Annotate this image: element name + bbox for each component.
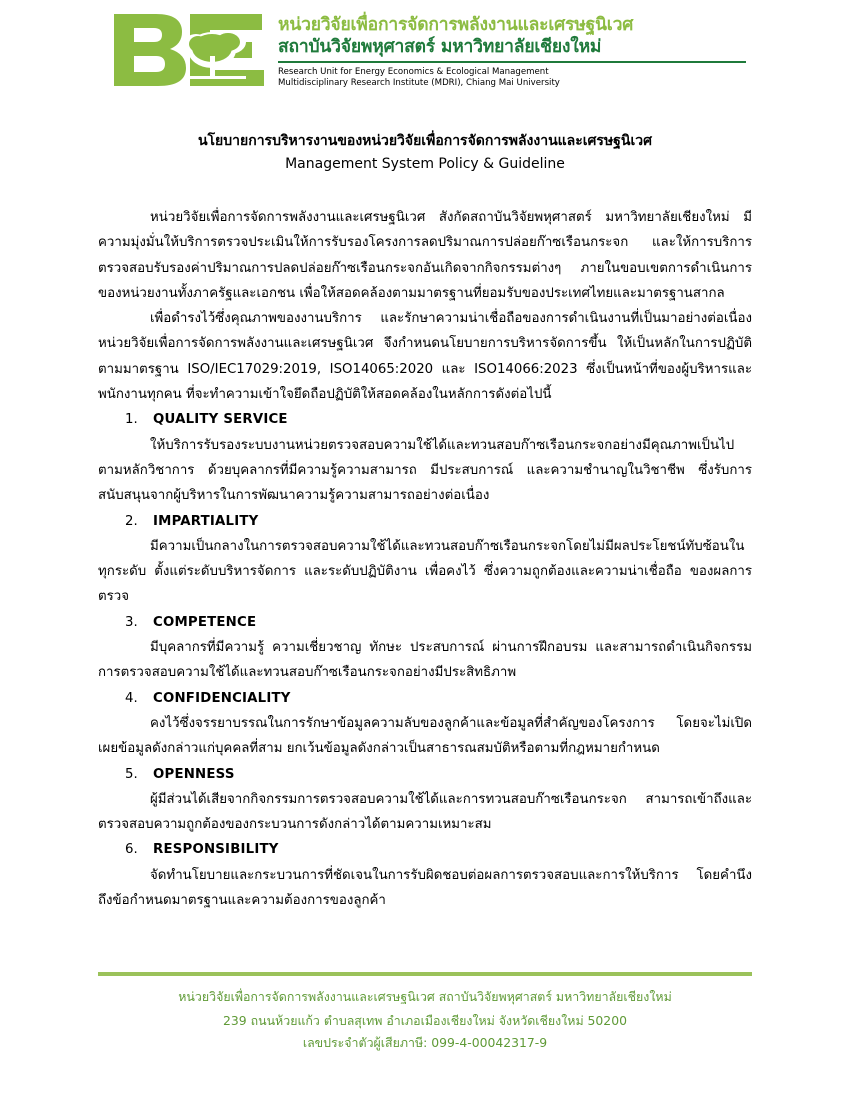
letterhead (112, 12, 752, 92)
footer-tax-id: เลขประจำตัวผู้เสียภาษี: 099-4-00042317-9 (302, 1035, 548, 1050)
brand-thai-line2: สถาบันวิจัยพหุศาสตร์ มหาวิทยาลัยเชียงใหม่ (278, 37, 602, 57)
item-number: 2. (125, 513, 138, 529)
brand-english-line1: Research Unit for Energy Economics & Ecological Management (278, 67, 549, 77)
item-text: มีความเป็นกลางในการตรวจสอบความใช้ได้และทวนสอบก๊าซเรือนกระจกโดยไม่มีผลประโยชน์ทับซ้อนในทุกระดับ ตั้งแต่ระดับบริหารจัดการ และระดับปฏิบัติงาน เพื่อคงไว้ ซึ่งความถูกต้องและความน่าเชื่อถือ ของผลการตรวจ (98, 538, 752, 605)
footer-address: 239 ถนนห้วยแก้ว ตำบลสุเทพ อำเภอเมืองเชียงใหม่ จังหวัดเชียงใหม่ 50200 (223, 1013, 627, 1028)
footer-org-name: หน่วยวิจัยเพื่อการจัดการพลังงานและเศรษฐนิเวศ สถาบันวิจัยพหุศาสตร์ มหาวิทยาลัยเชียงใหม่ (178, 989, 672, 1004)
item-number: 5. (125, 766, 138, 782)
policy-body (98, 205, 752, 913)
footer-divider (98, 972, 752, 976)
item-title: CONFIDENCIALITY (153, 690, 291, 706)
item-number: 3. (125, 614, 138, 630)
policy-item (98, 762, 752, 838)
item-text: จัดทำนโยบายและกระบวนการที่ชัดเจนในการรับผิดชอบต่อผลการตรวจสอบและการให้บริการ โดยคำนึงถึงข้อกำหนดมาตรฐานและความต้องการของลูกค้า (98, 867, 752, 909)
item-title: OPENNESS (153, 766, 235, 782)
item-number: 4. (125, 690, 138, 706)
page-title-english: Management System Policy & Guideline (285, 156, 565, 172)
item-text: ให้บริการรับรองระบบงานหน่วยตรวจสอบความใช้ได้และทวนสอบก๊าซเรือนกระจกอย่างมีคุณภาพเป็นไปตามหลักวิชาการ ด้วยบุคลากรที่มีความรู้ความสามารถ มีประสบการณ์ และความชำนาญในวิชาชีพ ซึ่งรับการสนับสนุนจากผู้บริหารในการพัฒนาความรู้ความสามารถอย่างต่อเนื่อง (98, 437, 752, 504)
brand-english-line2: Multidisciplinary Research Institute (MDRI), Chiang Mai University (278, 78, 560, 88)
item-title: COMPETENCE (153, 614, 257, 630)
item-title: RESPONSIBILITY (153, 842, 279, 858)
be-logo (112, 12, 272, 88)
policy-item (98, 610, 752, 686)
brand-divider (278, 61, 746, 63)
intro-paragraph-1: หน่วยวิจัยเพื่อการจัดการพลังงานและเศรษฐนิเวศ สังกัดสถาบันวิจัยพหุศาสตร์ มหาวิทยาลัยเชียงใหม่ มีความมุ่งมั่นให้บริการตรวจประเมินให้การรับรองโครงการลดปริมาณการปล่อยก๊าซเรือนกระจก และให้การบริการตรวจสอบรับรองค่าปริมาณการปลดปล่อยก๊าซเรือนกระจกอันเกิดจากกิจกรรมต่างๆ ภายในขอบเขตการดำเนินการของหน่วยงานทั้งภาครัฐและเอกชน เพื่อให้สอดคล้องตามมาตรฐานที่ยอมรับของประเทศไทยและมาตรฐานสากล (98, 210, 752, 301)
item-title: QUALITY SERVICE (153, 412, 288, 428)
item-title: IMPARTIALITY (153, 513, 259, 529)
brand-thai-line1: หน่วยวิจัยเพื่อการจัดการพลังงานและเศรษฐนิเวศ (278, 15, 634, 35)
intro-paragraph-2: เพื่อดำรงไว้ซึ่งคุณภาพของงานบริการ และรักษาความน่าเชื่อถือของการดำเนินงานที่เป็นมาอย่างต่อเนื่อง หน่วยวิจัยเพื่อการจัดการพลังงานและเศรษฐนิเวศ จึงกำหนดนโยบายการบริหารจัดการขึ้น ให้เป็นหลักในการปฏิบัติตามมาตรฐาน ISO/IEC17029:2019, ISO14065:2020 และ ISO14066:2023 ซึ่งเป็นหน้าที่ของผู้บริหารและพนักงานทุกคน ที่จะทำความเข้าใจยึดถือปฏิบัติให้สอดคล้องในหลักการดังต่อไปนี้ (98, 311, 752, 403)
item-text: คงไว้ซึ่งจรรยาบรรณในการรักษาข้อมูลความลับของลูกค้าและข้อมูลที่สำคัญของโครงการ โดยจะไม่เปิดเผยข้อมูลดังกล่าวแก่บุคคลที่สาม ยกเว้นข้อมูลดังกล่าวเป็นสาธารณสมบัติหรือตามที่กฎหมายกำหนด (98, 715, 752, 757)
item-text: ผู้มีส่วนได้เสียจากกิจกรรมการตรวจสอบความใช้ได้และการทวนสอบก๊าซเรือนกระจก สามารถเข้าถึงและตรวจสอบความถูกต้องของกระบวนการดังกล่าวได้ตามความเหมาะสม (98, 791, 752, 833)
policy-item (98, 407, 752, 508)
item-text: มีบุคลากรที่มีความรู้ ความเชี่ยวชาญ ทักษะ ประสบการณ์ ผ่านการฝึกอบรม และสามารถดำเนินกิจกรรมการตรวจสอบความใช้ได้และทวนสอบก๊าซเรือนกระจกอย่างมีประสิทธิภาพ (98, 640, 752, 681)
brand-block (278, 14, 752, 89)
policy-item (98, 837, 752, 913)
item-number: 1. (125, 412, 138, 428)
policy-item (98, 509, 752, 610)
page-title-thai: นโยบายการบริหารงานของหน่วยวิจัยเพื่อการจัดการพลังงานและเศรษฐนิเวศ (197, 133, 653, 149)
policy-item (98, 686, 752, 762)
item-number: 6. (125, 842, 138, 858)
